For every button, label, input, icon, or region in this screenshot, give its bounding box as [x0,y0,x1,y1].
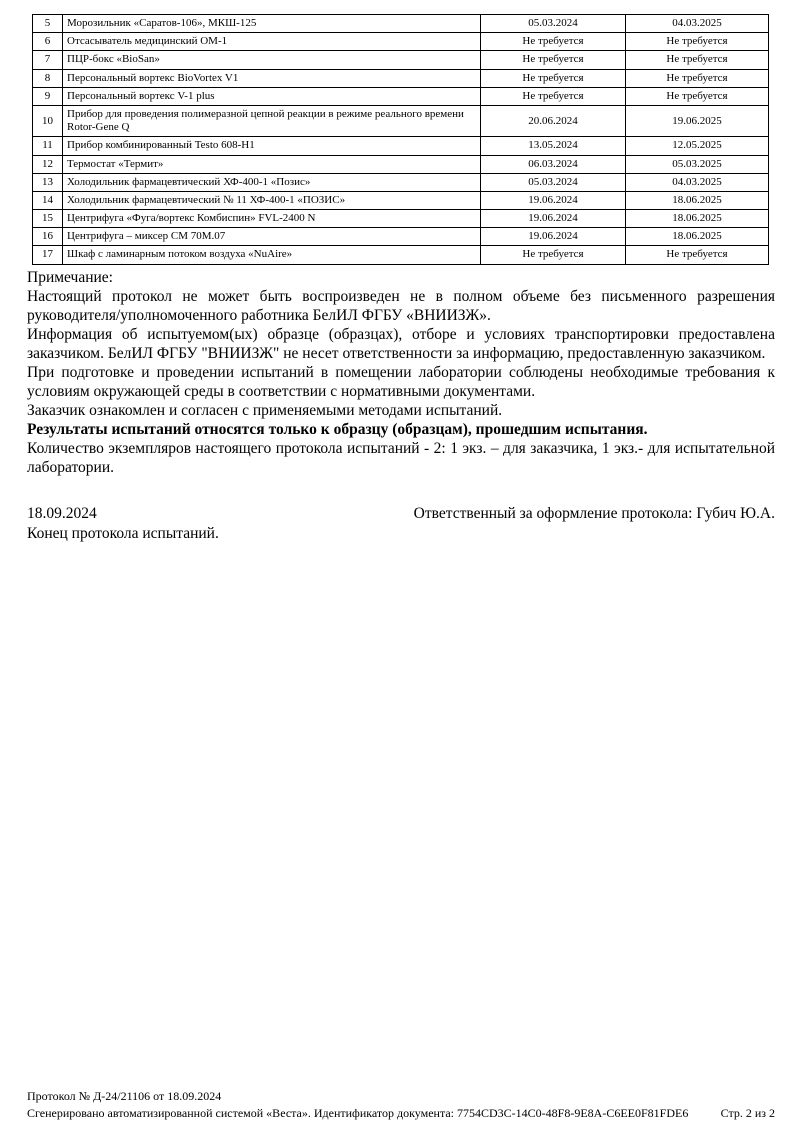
verification-date: 20.06.2024 [481,105,626,136]
equipment-row-number: 7 [33,51,63,69]
valid-until-date: 18.06.2025 [626,210,769,228]
notes-paragraphs [27,287,775,477]
equipment-row-number: 16 [33,228,63,246]
equipment-row-number: 14 [33,191,63,209]
valid-until-date: Не требуется [626,33,769,51]
note-paragraph: Информация об испытуемом(ых) образце (образцах), отборе и условиях транспортировки предоставлена заказчиком. БелИЛ ФГБУ "ВНИИЗЖ" не несет ответственности за информацию, предоставленную заказчиком. [27,325,775,362]
verification-date: 19.06.2024 [481,228,626,246]
equipment-row-number: 11 [33,137,63,155]
equipment-name: Персональный вортекс BioVortex V1 [63,69,481,87]
note-paragraph: Настоящий протокол не может быть воспроизведен не в полном объеме без письменного разрешения руководителя/уполномоченного работника БелИЛ ФГБУ «ВНИИЗЖ». [27,287,775,324]
equipment-row-number: 8 [33,69,63,87]
valid-until-date: 19.06.2025 [626,105,769,136]
equipment-row [33,173,769,191]
protocol-end-line: Конец протокола испытаний. [27,524,219,542]
equipment-row-number: 6 [33,33,63,51]
verification-date: Не требуется [481,33,626,51]
valid-until-date: 05.03.2025 [626,155,769,173]
equipment-name: Центрифуга – миксер СМ 70М.07 [63,228,481,246]
equipment-row [33,155,769,173]
equipment-name: Морозильник «Саратов-106», МКШ-125 [63,15,481,33]
verification-date: 06.03.2024 [481,155,626,173]
equipment-row [33,191,769,209]
equipment-name: Персональный вортекс V-1 plus [63,87,481,105]
equipment-row-number: 9 [33,87,63,105]
equipment-row-number: 17 [33,246,63,264]
equipment-row [33,33,769,51]
footer-bottom-line [27,1105,775,1122]
verification-date: Не требуется [481,69,626,87]
equipment-table-body [33,15,769,265]
verification-date: 05.03.2024 [481,173,626,191]
equipment-name: Шкаф с ламинарным потоком воздуха «NuAire» [63,246,481,264]
valid-until-date: 04.03.2025 [626,173,769,191]
notes-title: Примечание: [27,268,113,286]
valid-until-date: 04.03.2025 [626,15,769,33]
footer-protocol-number: Протокол № Д-24/21106 от 18.09.2024 [27,1089,222,1103]
verification-date: 13.05.2024 [481,137,626,155]
note-paragraph: При подготовке и проведении испытаний в помещении лаборатории соблюдены необходимые требования к условиям окружающей среды в соответствии с нормативными документами. [27,363,775,400]
equipment-name: ПЦР-бокс «BioSan» [63,51,481,69]
equipment-name: Прибор для проведения полимеразной цепной реакции в режиме реального времени Rotor-Gene Q [63,105,481,136]
verification-date: Не требуется [481,87,626,105]
equipment-row [33,228,769,246]
equipment-name: Холодильник фармацевтический № 11 ХФ-400-1 «ПОЗИС» [63,191,481,209]
verification-date: 19.06.2024 [481,210,626,228]
equipment-row [33,51,769,69]
verification-date: Не требуется [481,246,626,264]
footer-page-number: Стр. 2 из 2 [720,1106,775,1120]
valid-until-date: Не требуется [626,51,769,69]
note-paragraph: Результаты испытаний относятся только к образцу (образцам), прошедшим испытания. [27,420,648,438]
equipment-row-number: 12 [33,155,63,173]
equipment-row [33,105,769,136]
equipment-name: Отсасыватель медицинский ОМ-1 [63,33,481,51]
valid-until-date: 18.06.2025 [626,228,769,246]
signoff-responsible: Ответственный за оформление протокола: Губич Ю.А. [413,504,775,522]
equipment-name: Холодильник фармацевтический ХФ-400-1 «Позис» [63,173,481,191]
equipment-row [33,15,769,33]
equipment-name: Термостат «Термит» [63,155,481,173]
equipment-row-number: 15 [33,210,63,228]
equipment-table [32,14,769,265]
signoff-date: 18.09.2024 [27,504,97,522]
notes-section [27,268,775,477]
equipment-row [33,69,769,87]
verification-date: 05.03.2024 [481,15,626,33]
valid-until-date: 18.06.2025 [626,191,769,209]
note-paragraph: Количество экземпляров настоящего протокола испытаний - 2: 1 экз. – для заказчика, 1 экз.- для испытательной лаборатории. [27,439,775,476]
valid-until-date: 12.05.2025 [626,137,769,155]
valid-until-date: Не требуется [626,69,769,87]
verification-date: Не требуется [481,51,626,69]
equipment-name: Прибор комбинированный Testo 608-H1 [63,137,481,155]
valid-until-date: Не требуется [626,246,769,264]
footer-generated-info: Сгенерировано автоматизированной системой «Веста». Идентификатор документа: 7754CD3C-14C0-48F8-9E8A-C6EE0F81FDE6 [27,1106,689,1120]
equipment-row [33,210,769,228]
verification-date: 19.06.2024 [481,191,626,209]
equipment-row [33,137,769,155]
signoff-row [27,504,775,523]
equipment-row-number: 13 [33,173,63,191]
equipment-row [33,246,769,264]
equipment-row [33,87,769,105]
valid-until-date: Не требуется [626,87,769,105]
equipment-row-number: 10 [33,105,63,136]
page-footer [27,1088,775,1122]
note-paragraph: Заказчик ознакомлен и согласен с применяемыми методами испытаний. [27,401,503,419]
equipment-name: Центрифуга «Фуга/вортекс Комбиспин» FVL-2400 N [63,210,481,228]
equipment-row-number: 5 [33,15,63,33]
